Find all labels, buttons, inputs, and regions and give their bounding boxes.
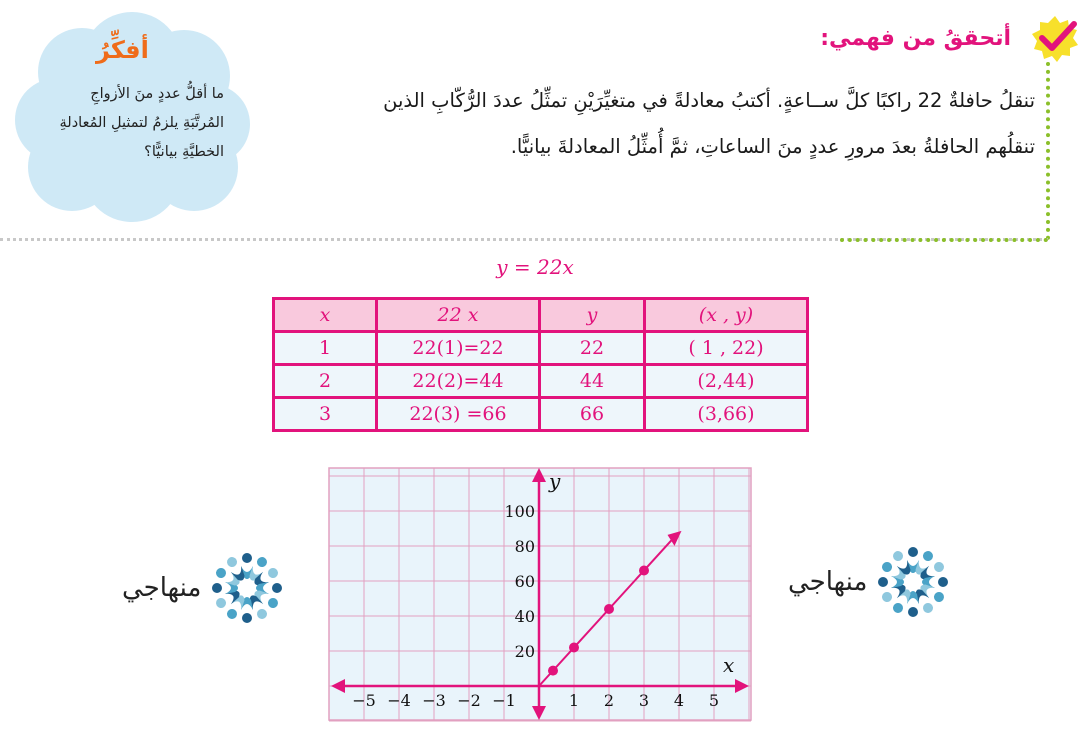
dotted-border-vertical [1046, 62, 1050, 240]
table-row [274, 365, 808, 398]
manhaji-logo-icon [873, 542, 953, 622]
problem-line-2: تنقلُهم الحافلةُ بعدَ مرورِ عددٍ منَ الساعاتِ، ثمَّ أُمثِّلُ المعادلةَ بيانيًّا. [510, 135, 1035, 158]
logo-text: منهاجي [122, 573, 202, 603]
x-tick-label: −1 [492, 691, 516, 710]
cell: ( 1 , 22) [645, 332, 808, 365]
header-xy: (x , y) [645, 299, 808, 332]
problem-line-1: تنقلُ حافلةٌ 22 راكبًا كلَّ ســاعةٍ. أكتبُ معادلةً في متغيِّرَيْنِ تمثِّلُ عددَ الرُّكّابِ الذين [383, 89, 1035, 112]
logo-text: منهاجي [788, 567, 868, 597]
data-point [548, 666, 558, 676]
x-axis-label: x [723, 653, 735, 677]
think-line-1: ما أقلُّ عددٍ منَ الأزواجِ [90, 86, 224, 102]
y-tick-label: 40 [514, 607, 535, 626]
cell: 22(1)=22 [377, 332, 540, 365]
header-y: y [540, 299, 645, 332]
x-tick-label: 2 [603, 691, 615, 710]
cell: 22(3) =66 [377, 398, 540, 431]
dotted-border-horizontal [840, 238, 1048, 242]
think-question [34, 80, 224, 167]
table-row [274, 332, 808, 365]
cell: (2,44) [645, 365, 808, 398]
data-point [604, 604, 614, 614]
value-table [272, 297, 809, 432]
x-tick-label: 1 [568, 691, 580, 710]
x-tick-label: 4 [673, 691, 685, 710]
y-tick-label: 20 [514, 642, 535, 661]
cell: 22(2)=44 [377, 365, 540, 398]
x-tick-label: −3 [422, 691, 446, 710]
data-point [569, 643, 579, 653]
x-tick-label: −5 [352, 691, 376, 710]
think-title: أفكِّرُ [96, 36, 149, 64]
equation: y = 22x [496, 255, 574, 279]
cell: 22 [540, 332, 645, 365]
logo-left [122, 548, 287, 628]
think-line-3: الخطيَّةِ بيانيًّا؟ [144, 144, 224, 160]
x-tick-label: 3 [638, 691, 650, 710]
section-title: أتحققُ من فهمي: [820, 26, 1011, 51]
think-line-2: المُرتَّبَةِ يلزمُ لتمثيلِ المُعادلةِ [59, 115, 224, 131]
problem-statement [295, 78, 1035, 170]
coordinate-graph [327, 466, 753, 722]
data-point [639, 566, 649, 576]
cell: 44 [540, 365, 645, 398]
cell: (3,66) [645, 398, 808, 431]
header-x: x [274, 299, 377, 332]
table-row [274, 398, 808, 431]
y-axis-label: y [549, 469, 561, 493]
cell: 2 [274, 365, 377, 398]
cell: 1 [274, 332, 377, 365]
x-tick-label: −4 [387, 691, 411, 710]
cell: 66 [540, 398, 645, 431]
check-badge-icon [1030, 14, 1080, 64]
table-header-row [274, 299, 808, 332]
y-tick-label: 80 [514, 537, 535, 556]
x-tick-label: −2 [457, 691, 481, 710]
cell: 3 [274, 398, 377, 431]
y-tick-label: 100 [504, 502, 535, 521]
x-tick-label: 5 [708, 691, 720, 710]
y-tick-label: 60 [514, 572, 535, 591]
header-22x: 22 x [377, 299, 540, 332]
logo-right [788, 542, 953, 622]
manhaji-logo-icon [207, 548, 287, 628]
